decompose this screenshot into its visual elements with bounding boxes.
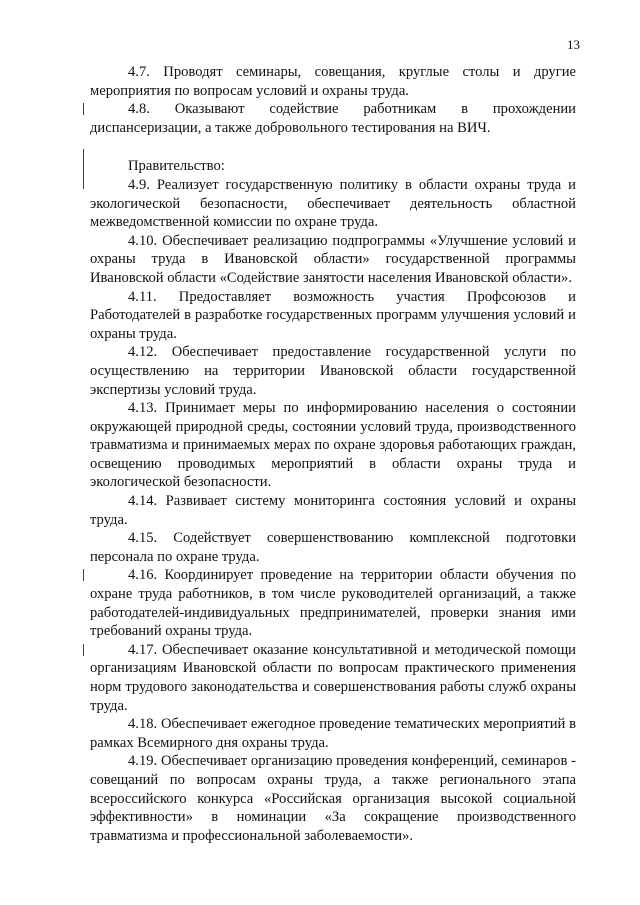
- paragraph-4-18: 4.18. Обеспечивает ежегодное проведение тематических мероприятий в рамках Всемирного дня охраны труда.: [90, 716, 576, 751]
- paragraph-4-11: 4.11. Предоставляет возможность участия Профсоюзов и Работодателей в разработке государственных программ улучшения условий и охраны труда.: [90, 288, 576, 342]
- paragraph-4-14: 4.14. Развивает систему мониторинга состояния условий и охраны труда.: [90, 493, 576, 528]
- section-heading-government: [90, 157, 576, 176]
- margin-mark: [83, 149, 84, 189]
- paragraph-4-8-text: 4.8. Оказывают содействие работникам в прохождении диспансеризации, а также добровольного тестирования на ВИЧ.: [90, 101, 576, 136]
- paragraph-4-12: 4.12. Обеспечивает предоставление государственной услуги по осуществлению на территории Ивановской области государственной экспертизы условий труда.: [90, 344, 576, 398]
- paragraph-4-16-text: 4.16. Координирует проведение на территории области обучения по охране труда работников, в том числе руководителей организаций, а также работодателей-индивидуальных предпринимателей, проверки знания ими требований охраны труда.: [90, 567, 576, 640]
- paragraph-4-17-text: 4.17. Обеспечивает оказание консультативной и методической помощи организациям Ивановской области по вопросам практического применения норм трудового законодательства и совершенствования работы служб охраны труда.: [90, 641, 576, 714]
- page-number: 13: [567, 37, 580, 52]
- margin-mark: [83, 103, 84, 115]
- paragraph-4-17: [90, 641, 576, 715]
- paragraph-4-9: 4.9. Реализует государственную политику в области охраны труда и экологической безопасности, обеспечивает деятельность областной межведомственной комиссии по охране труда.: [90, 176, 576, 231]
- spacer: [90, 137, 576, 157]
- paragraph-4-13: 4.13. Принимает меры по информированию населения о состоянии окружающей природной среды, состоянии условий труда, производственного травматизма и принимаемых мерах по охране здоровья работающих граждан, освещению проводимых мероприятий в области охраны труда и экологической безопасности.: [90, 400, 576, 491]
- paragraph-4-15: 4.15. Содействует совершенствованию комплексной подготовки персонала по охране труда.: [90, 530, 576, 565]
- paragraph-4-8: [90, 100, 576, 137]
- margin-mark: [83, 569, 84, 581]
- paragraph-4-10: 4.10. Обеспечивает реализацию подпрограммы «Улучшение условий и охраны труда в Ивановской области» государственной программы Ивановской области «Содействие занятости населения Ивановской области».: [90, 232, 576, 286]
- paragraph-4-19: 4.19. Обеспечивает организацию проведения конференций, семинаров - совещаний по вопросам охраны труда, а также регионального этапа всероссийского конкурса «Российская организация высокой социальной эффективности» в номинации «За сокращение производственного травматизма и профессиональной заболеваемости».: [90, 753, 576, 844]
- document-body: [90, 63, 576, 845]
- paragraph-4-16: [90, 566, 576, 640]
- section-heading-text: Правительство:: [128, 158, 225, 175]
- margin-mark: [83, 644, 84, 656]
- paragraph-4-7: 4.7. Проводят семинары, совещания, круглые столы и другие мероприятия по вопросам условий и охраны труда.: [90, 64, 576, 99]
